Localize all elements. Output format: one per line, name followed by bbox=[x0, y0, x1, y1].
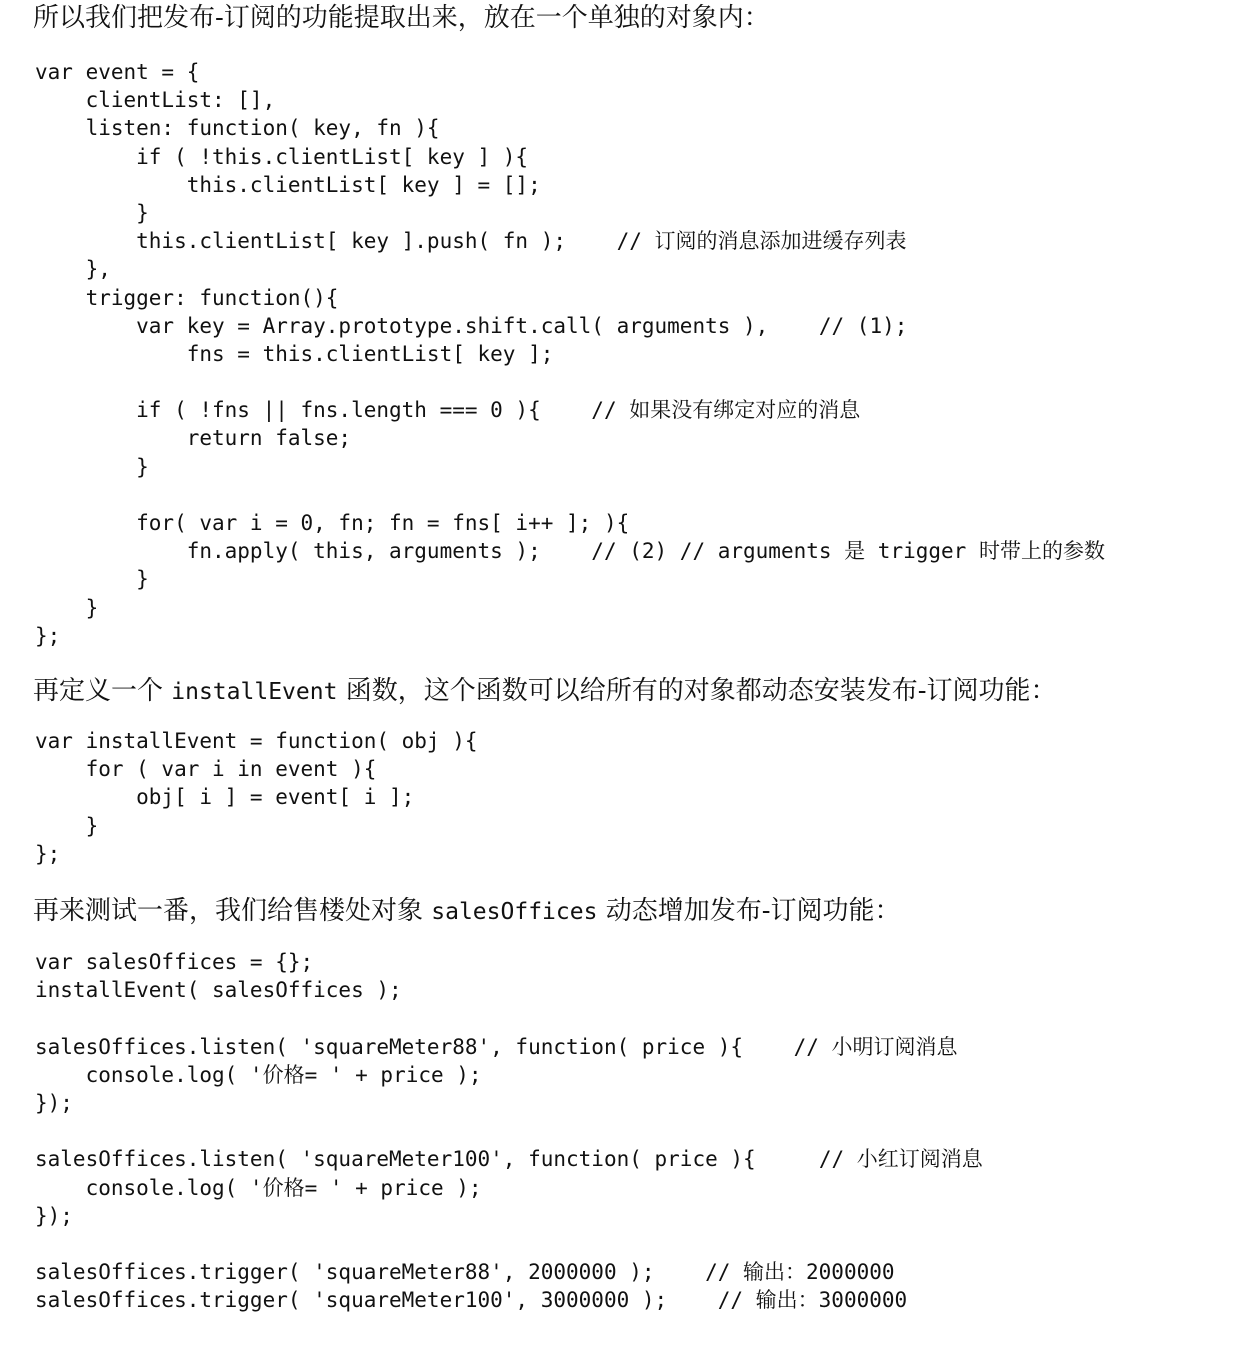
code-line: clientList: [], bbox=[35, 88, 276, 113]
event-code-block bbox=[35, 58, 1105, 650]
intro-text: 所以我们把发布-订阅的功能提取出来，放在一个单独的对象内： bbox=[33, 3, 770, 33]
install-event-code-block bbox=[35, 727, 478, 868]
code-line: this.clientList[ key ] = []; bbox=[35, 172, 541, 197]
code-line: return false; bbox=[35, 426, 352, 451]
code-line: } bbox=[35, 595, 99, 620]
code-line: }, bbox=[35, 257, 111, 282]
code-line bbox=[35, 481, 1105, 509]
code-line: } bbox=[35, 813, 99, 838]
code-line bbox=[35, 1230, 983, 1258]
code-line: if ( !fns || fns.length === 0 ){ // 如果没有绑定对应的消息 bbox=[35, 398, 861, 423]
test-inline-code: salesOffices bbox=[431, 899, 598, 925]
code-line: }; bbox=[35, 623, 61, 648]
code-line: }); bbox=[35, 1203, 73, 1228]
code-line: var installEvent = function( obj ){ bbox=[35, 729, 478, 753]
install-event-paragraph bbox=[33, 674, 1057, 709]
code-line: }); bbox=[35, 1090, 73, 1115]
code-line bbox=[35, 1117, 983, 1145]
code-line: for( var i = 0, fn; fn = fns[ i++ ]; ){ bbox=[35, 511, 630, 535]
test-text-after: 动态增加发布-订阅功能： bbox=[597, 896, 901, 926]
code-line: salesOffices.listen( 'squareMeter100', function( price ){ // 小红订阅消息 bbox=[35, 1147, 983, 1172]
code-line: var salesOffices = {}; bbox=[35, 950, 314, 974]
code-line bbox=[35, 1004, 983, 1032]
code-line: fns = this.clientList[ key ]; bbox=[35, 341, 554, 366]
code-line: trigger: function(){ bbox=[35, 285, 339, 310]
code-line: } bbox=[35, 454, 149, 479]
code-line: obj[ i ] = event[ i ]; bbox=[35, 785, 415, 810]
install-event-inline-code: installEvent bbox=[171, 679, 338, 705]
test-paragraph bbox=[33, 894, 901, 929]
code-line: for ( var i in event ){ bbox=[35, 757, 377, 782]
intro-paragraph bbox=[33, 1, 770, 35]
code-line: listen: function( key, fn ){ bbox=[35, 116, 440, 141]
code-line: this.clientList[ key ].push( fn ); // 订阅的消息添加进缓存列表 bbox=[35, 229, 907, 254]
code-line: } bbox=[35, 200, 149, 225]
install-event-text-after: 函数，这个函数可以给所有的对象都动态安装发布-订阅功能： bbox=[337, 676, 1057, 706]
test-code-block bbox=[35, 948, 983, 1314]
code-line: } bbox=[35, 567, 149, 592]
code-line: salesOffices.listen( 'squareMeter88', function( price ){ // 小明订阅消息 bbox=[35, 1034, 958, 1059]
install-event-text-before: 再定义一个 bbox=[33, 676, 172, 706]
code-line: salesOffices.trigger( 'squareMeter100', 3000000 ); // 输出：3000000 bbox=[35, 1288, 908, 1313]
code-line: installEvent( salesOffices ); bbox=[35, 978, 402, 1003]
code-line: if ( !this.clientList[ key ] ){ bbox=[35, 144, 529, 169]
code-line: }; bbox=[35, 841, 61, 866]
code-line: salesOffices.trigger( 'squareMeter88', 2000000 ); // 输出：2000000 bbox=[35, 1260, 895, 1285]
code-line: console.log( '价格= ' + price ); bbox=[35, 1062, 482, 1087]
code-line: var event = { bbox=[35, 60, 200, 84]
code-line: fn.apply( this, arguments ); // (2) // arguments 是 trigger 时带上的参数 bbox=[35, 539, 1105, 564]
test-text-before: 再来测试一番，我们给售楼处对象 bbox=[33, 896, 432, 926]
code-line: console.log( '价格= ' + price ); bbox=[35, 1175, 482, 1200]
code-line: var key = Array.prototype.shift.call( arguments ), // (1); bbox=[35, 313, 908, 338]
code-line bbox=[35, 368, 1105, 396]
